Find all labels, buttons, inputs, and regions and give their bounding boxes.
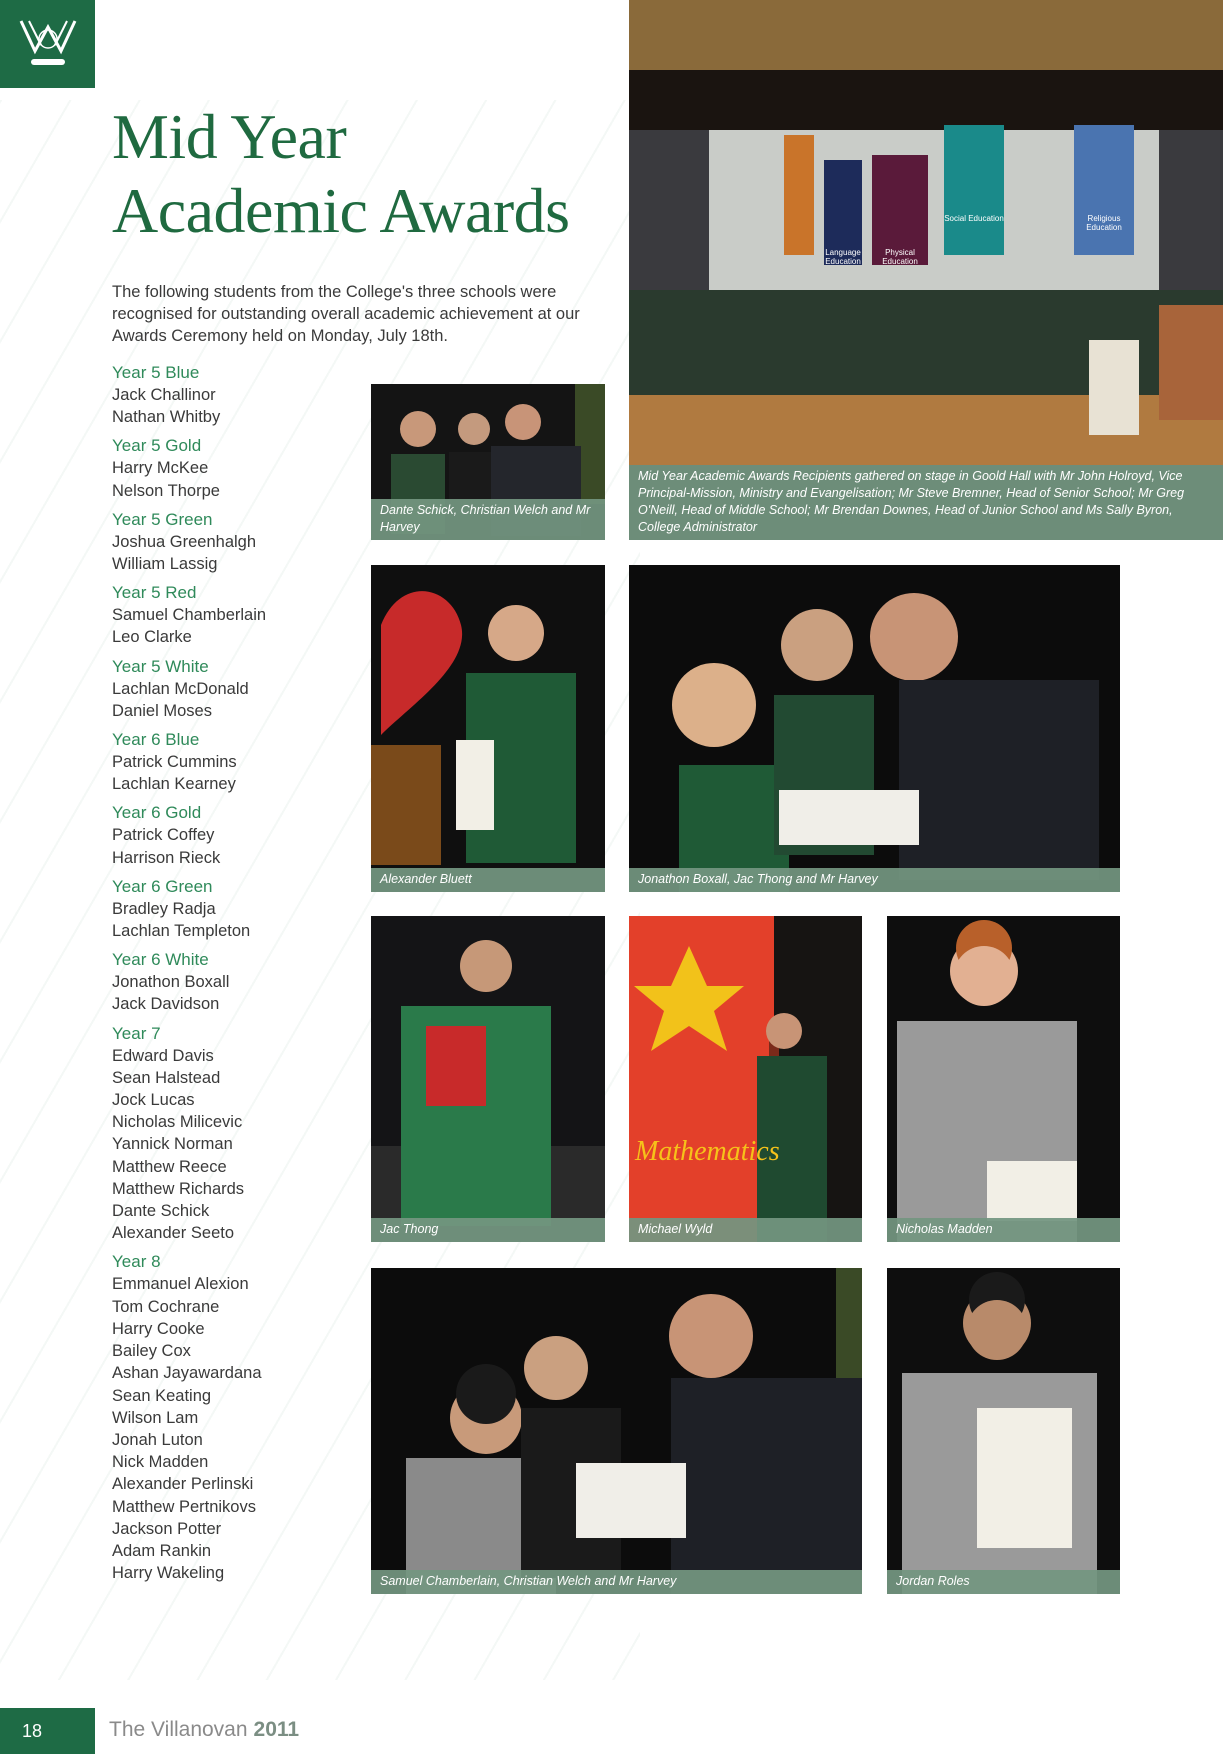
award-group-heading: Year 6 White <box>112 950 209 970</box>
student-name: Sean Keating <box>112 1386 212 1405</box>
banner-label: Physical Education <box>882 248 918 266</box>
student-name: Matthew Reece <box>112 1157 227 1176</box>
jac-scene <box>371 916 605 1242</box>
photo-caption: Michael Wyld <box>629 1218 862 1242</box>
photo-caption: Nicholas Madden <box>887 1218 1120 1242</box>
awards-list <box>112 362 362 1591</box>
college-logo <box>0 0 95 88</box>
page-number: 18 <box>0 1708 95 1754</box>
publication-name: The Villanovan <box>109 1718 248 1741</box>
award-group-heading: Year 7 <box>112 1023 161 1043</box>
title-line-2: Academic Awards <box>112 175 570 246</box>
student-name: Edward Davis <box>112 1046 214 1065</box>
photo-jordan <box>887 1268 1120 1594</box>
student-name: Alexander Perlinski <box>112 1475 254 1494</box>
photo-michael <box>629 916 862 1242</box>
publication-title <box>109 1718 299 1742</box>
award-group-heading: Year 6 Green <box>112 876 213 896</box>
student-name: Alexander Seeto <box>112 1224 235 1243</box>
award-group-heading: Year 5 Green <box>112 509 213 529</box>
award-group <box>112 802 362 868</box>
student-name: Patrick Cummins <box>112 753 237 772</box>
award-group <box>112 509 362 575</box>
photo-dante <box>371 384 605 540</box>
student-name: Adam Rankin <box>112 1541 212 1560</box>
photo-caption: Samuel Chamberlain, Christian Welch and Mr Harvey <box>371 1570 862 1594</box>
page-title <box>112 100 570 248</box>
nicholas-scene <box>887 916 1120 1242</box>
photo-stage <box>629 0 1223 540</box>
photo-caption: Jac Thong <box>371 1218 605 1242</box>
photo-caption: Dante Schick, Christian Welch and Mr Harvey <box>371 499 605 540</box>
photo-alexander <box>371 565 605 892</box>
student-name: Patrick Coffey <box>112 826 215 845</box>
award-group-heading: Year 5 Gold <box>112 436 202 456</box>
photo-jac <box>371 916 605 1242</box>
student-name: Jock Lucas <box>112 1091 195 1110</box>
jonathon-scene <box>629 565 1120 892</box>
award-group <box>112 729 362 795</box>
samuel-scene <box>371 1268 862 1594</box>
student-name: Bailey Cox <box>112 1342 191 1361</box>
student-name: Ashan Jayawardana <box>112 1364 262 1383</box>
student-name: Wilson Lam <box>112 1408 199 1427</box>
photo-caption: Jordan Roles <box>887 1570 1120 1594</box>
crest-icon <box>13 9 83 79</box>
stage-scene <box>629 0 1223 540</box>
student-name: Lachlan Templeton <box>112 922 251 941</box>
student-name: Leo Clarke <box>112 628 192 647</box>
photo-nicholas <box>887 916 1120 1242</box>
student-name: Daniel Moses <box>112 701 212 720</box>
award-group-heading: Year 5 Blue <box>112 363 200 382</box>
student-name: Harry Cooke <box>112 1319 205 1338</box>
student-name: Matthew Richards <box>112 1179 245 1198</box>
student-name: Emmanuel Alexion <box>112 1275 249 1294</box>
student-name: Sean Halstead <box>112 1068 221 1087</box>
award-group-heading: Year 5 Red <box>112 583 197 603</box>
award-group <box>112 949 362 1015</box>
alexander-scene <box>371 565 605 892</box>
student-name: Lachlan McDonald <box>112 679 249 698</box>
student-name: Matthew Pertnikovs <box>112 1497 256 1516</box>
title-line-1: Mid Year <box>112 101 347 172</box>
award-group <box>112 1023 362 1245</box>
award-group <box>112 656 362 722</box>
student-name: Joshua Greenhalgh <box>112 532 257 551</box>
award-group <box>112 1251 362 1584</box>
student-name: Samuel Chamberlain <box>112 606 267 625</box>
student-name: Dante Schick <box>112 1202 210 1221</box>
student-name: Nick Madden <box>112 1453 209 1472</box>
student-name: Jonathon Boxall <box>112 973 230 992</box>
student-name: Nathan Whitby <box>112 408 221 427</box>
photo-caption: Alexander Bluett <box>371 868 605 892</box>
student-name: Tom Cochrane <box>112 1297 220 1316</box>
banner-text: Mathematics <box>635 1136 780 1167</box>
jordan-scene <box>887 1268 1120 1594</box>
intro-paragraph: The following students from the College's three schools were recognised for outstanding overall academic achievement at our Awards Ceremony held on Monday, July 18th. <box>112 283 580 345</box>
student-name: Harry Wakeling <box>112 1564 225 1583</box>
award-group <box>112 362 362 428</box>
photo-caption: Jonathon Boxall, Jac Thong and Mr Harvey <box>629 868 1120 892</box>
student-name: Jonah Luton <box>112 1430 203 1449</box>
award-group-heading: Year 8 <box>112 1252 161 1272</box>
photo-jonathon <box>629 565 1120 892</box>
award-group-heading: Year 6 Gold <box>112 803 202 823</box>
student-name: Lachlan Kearney <box>112 775 236 794</box>
student-name: Harry McKee <box>112 459 209 478</box>
award-group-heading: Year 5 White <box>112 656 209 676</box>
award-group-heading: Year 6 Blue <box>112 730 200 750</box>
photo-caption: Mid Year Academic Awards Recipients gathered on stage in Goold Hall with Mr John Holroyd, Vice Principal-Mission, Ministry and Evangelisation; Mr Steve Bremner, Head of Senior School; Mr Greg O'Neill, Head of Middle School; Mr Brendan Downes, Head of Junior School and Ms Sally Byron, College Administrator <box>629 465 1223 540</box>
banner-label: Religious Education <box>1086 214 1122 232</box>
student-name: William Lassig <box>112 555 218 574</box>
michael-scene <box>629 916 862 1242</box>
banner-label: Social Education <box>944 214 1004 223</box>
award-group <box>112 582 362 648</box>
student-name: Nicholas Milicevic <box>112 1113 243 1132</box>
award-group <box>112 876 362 942</box>
student-name: Jack Davidson <box>112 995 220 1014</box>
banner-label: Language Education <box>825 248 861 266</box>
publication-year: 2011 <box>253 1718 300 1741</box>
award-group <box>112 435 362 501</box>
student-name: Bradley Radja <box>112 899 216 918</box>
student-name: Nelson Thorpe <box>112 481 220 500</box>
student-name: Harrison Rieck <box>112 848 221 867</box>
photo-samuel <box>371 1268 862 1594</box>
student-name: Yannick Norman <box>112 1135 233 1154</box>
student-name: Jackson Potter <box>112 1519 222 1538</box>
student-name: Jack Challinor <box>112 386 216 404</box>
